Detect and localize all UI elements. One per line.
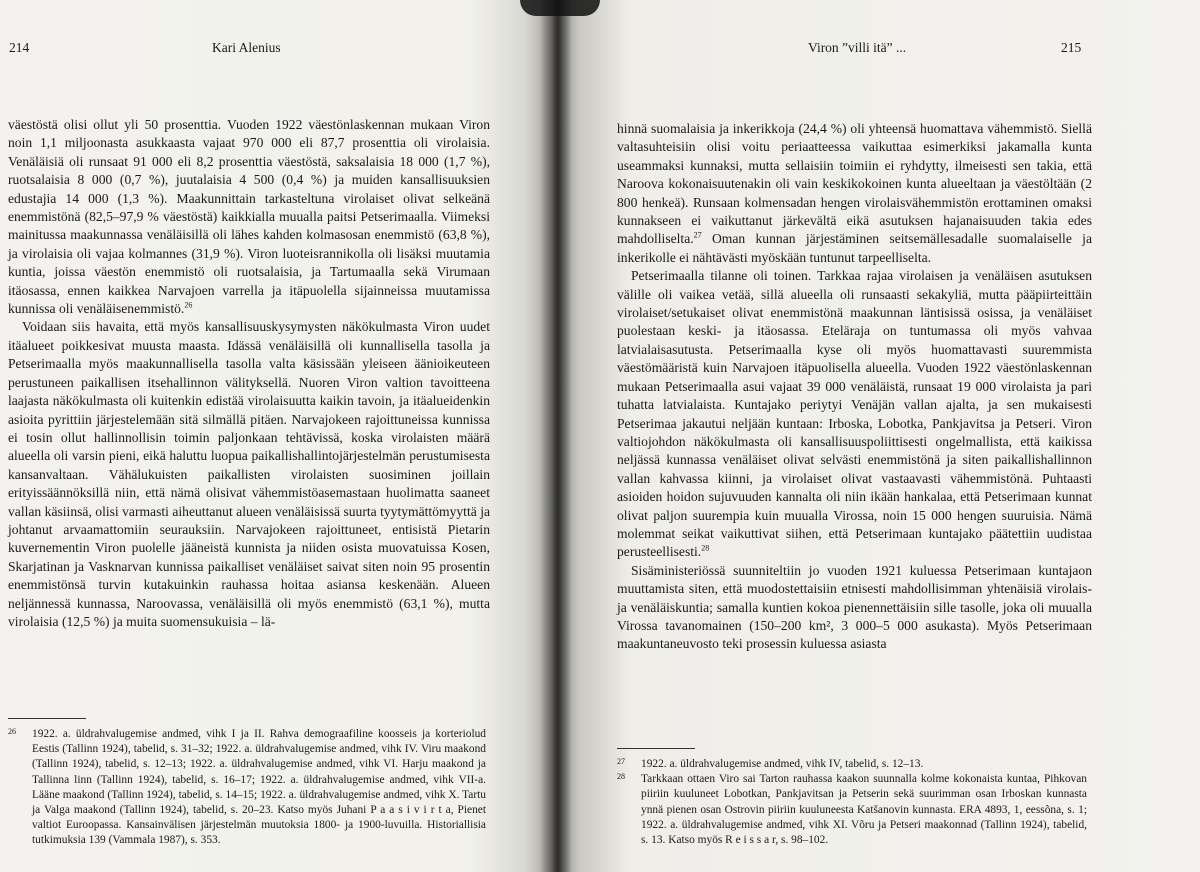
right-page xyxy=(553,0,1200,872)
footnote-rule xyxy=(617,748,695,749)
footnote-mark: 28 xyxy=(617,772,625,782)
paragraph-text: hinnä suomalaisia ja inkerikkoja (24,4 %) oli yhteensä huomattava vähemmistö. Siellä valtasuhteisiin olisi voitu periaatteessa vaikuttaa esimerkiksi jakamalla kunta useammaksi kunnaksi, mutta sellaisiin toimiin ei ryhdytty, ilmeisesti sen takia, että Naroova kokonaisuutenakin oli vain keskikokoinen kunta alueeltaan ja väestöltään (2 800 henkeä). Runsaan kolmensadan hengen virolaisvähemmistön erottaminen omaksi kunnakseen ei vaikuttanut järkevältä eikä asutuksen hajanaisuuden takia edes mahdolliselta. xyxy=(617,121,1092,247)
paragraph xyxy=(617,267,1092,562)
left-page xyxy=(0,0,553,872)
footnote-mark: 27 xyxy=(617,757,625,766)
footnote-ref[interactable]: 26 xyxy=(184,300,193,310)
paragraph xyxy=(8,116,490,318)
footnotes xyxy=(8,727,486,849)
paragraph-text: Petserimaalla tilanne oli toinen. Tarkkaa rajaa virolaisen ja venäläisen asutuksen välille oli vaikea vetää, sillä alueella oli runsaasti sekakyliä, mutta pääpiirteittäin virolaiset/setukaiset olivat enemmistönä maakunnan läntisissä osissa, ja venäläiset puolestaan keski- ja itäosassa. Eteläraja on tuntumassa oli myös vahvaa latvialaisasutusta. Petserimaalla kyse oli myös huomattavasti suuremmista väestömääristä kuin Narvajoen itäpuolisella alueella. Vuoden 1922 väestönlaskennan mukaan Petserimaalla asui vajaat 39 000 venäläistä, runsaat 19 000 virolaista ja pari tuhatta latvialaista. Kuntajako periytyi Venäjän vallan ajalta, ja sen mukaisesti Petserimaa jakautui neljään kuntaan: Irboska, Lobotka, Pankjavitsa ja Petseri. Viron valtiojohdon näkökulmasta oli kansallisuuspoliittisesti ongelmallista, että kaikissa neljässä kunnassa venäläiset olivat selvästi enemmistönä ja siten paikallishallinnon vallan kahvassa kiinni, ja virolaiset olivat vastaavasti vähemmistönä. Puhtaasti asioiden hoidon sujuvuuden kannalta oli niin ikään hankalaa, että Petserimaan kunnat olivat paljon suurempia kuin muualla Virossa, noin 15 000 hengen suuruisia. Nämä molemmat seikat vaikuttivat siihen, että Petserimaan kuntajako päätettiin uudistaa perusteellisesti. xyxy=(617,268,1092,560)
footnote-text: Tarkkaan ottaen Viro sai Tarton rauhassa kaakon suunnalla kolme kokonaista kuntaa, Pihkovan piiriin kuuluneet Lobotkan, Pankjavitsan ja Petserin sekä suurimman osan Irboskan kunnasta ynnä pienen osan Ostrovin piiriin kuuluneesta Katšanovin kunnasta. ERA 4893, 1, eessõna, s. 1; 1922. a. üldrahvalugemise andmed, vihk XI. Võru ja Petseri maakonnad (Tallinn 1924), tabelid, s. 13. Katso myös R e i s s a r, s. 98–102. xyxy=(641,773,1087,847)
body-text xyxy=(8,116,490,631)
footnote-text: 1922. a. üldrahvalugemise andmed, vihk I ja II. Rahva demograafiline koosseis ja korteriolud Eestis (Tallinn 1924), tabelid, s. 31–32; 1922. a. üldrahvalugemise andmed, vihk IV. Viru maakond (Tallinn 1924), tabelid, s. 12–13; 1922. a. üldrahvalugemise andmed, vihk VI. Harju maakond ja Tallinna linn (Tallinn 1924), tabelid, s. 16–17; 1922. a. üldrahvalugemise andmed, vihk VII-a. Lääne maakond (Tallinn 1924), tabelid, s. 14–15; 1922. a. üldrahvalugemise andmed, vihk X. Tartu ja Valga maakond (Tallinn 1924), tabelid, s. 20–23. Katso myös Juhani P a a s i v i r t a, Pienet valtiot Euroopassa. Kansainvälisen järjestelmän muutoksia 1800- ja 1900-luvuilla. Historiallisia tutkimuksia 139 (Vammala 1987), s. 353. xyxy=(32,728,486,847)
running-head: Viron ”villi itä” ... xyxy=(808,40,907,55)
footnote-ref[interactable]: 28 xyxy=(701,543,710,553)
paragraph: Voidaan siis havaita, että myös kansallisuuskysymysten näkökulmasta Viron uudet itäalueet poikkesivat muusta maasta. Idässä venäläisillä oli kunnallisella tasolla ja Petserimaalla myös maakunnallisella tasolla valta käsissään yleiseen äänioikeuteen perustuneen paikallisen itsehallinnon välityksellä. Nuoren Viron valtion tavoitteena laajasta näkökulmasta oli kuitenkin edistää virolaisuutta kaikin tavoin, ja itäalueidenkin asioita pyrittiin järjestelemään sitä silmällä pitäen. Narvajokeen rajoittuneissa kunnissa ei tosin ollut hallinnollisin toimin paljonkaan tehtävissä, koska virolaisten määrä alueella oli varsin pieni, eikä haluttu luopua paikallishallintojärjestelmän perustumisesta kansanvaltaan. Vähälukuisten paikallisten virolaisten suosiminen joillain erityissäännöksillä niin, että nämä olisivat vähemmistöasemastaan huolimatta saaneet vallan käsiinsä, olisi varmasti aiheuttanut alueen venäläisissä suurta tyytymättömyyttä ja johtanut arvaamattomiin seurauksiin. Narvajokeen rajoittuneet, entisistä Pietarin kuvernementin Viron puolelle jääneistä kunnista ja niiden osista muovatuissa Kosen, Skarjatinan ja Vasknarvan kunnissa paikalliset venäläiset saivat siten noin 95 prosentin enemmistönsä turvin kutakuinkin rauhassa hoitaa asiansa keskenään. Alueen neljännessä kunnassa, Naroovassa, venäläisillä oli myös enemmistö (63,1 %), mutta virolaisia (12,5 %) ja muita suomensukuisia – lä- xyxy=(8,319,490,629)
paragraph xyxy=(617,562,1092,654)
footnotes xyxy=(617,757,1087,848)
spine-shadow xyxy=(520,0,600,16)
page-number: 214 xyxy=(9,40,30,55)
paragraph-text: väestöstä olisi ollut yli 50 prosenttia. Vuoden 1922 väestönlaskennan mukaan Viron noin 1,1 miljoonasta asukkaasta vajaat 970 000 eli 87,7 prosenttia oli virolaisia. Venäläisiä oli runsaat 91 000 eli 8,2 prosenttia väestöstä, saksalaisia 18 000 (1,7 %), ruotsalaisia 8 000 (0,7 %), juutalaisia 4 500 (0,4 %) ja muiden kansallisuuksien edustajia 14 000 (1,3 %). Maakunnittain tarkasteltuna virolaiset olivat selkeänä enemmistönä (82,5–97,9 % väestöstä) kaikkialla muualla paitsi Petserimaalla. Viimeksi mainitussa maakunnassa venäläisillä oli lähes kahden kolmasosan enemmistö (63,8 %), ja virolaisia oli vajaa kolmannes (31,9 %). Viron luoteisrannikolla oli lisäksi muutamia kuntia, joissa väestön enemmistö oli ruotsalaisia, ja Tartumaalla sekä Virumaan itäosassa, ennen kaikkea Narvajoen varrella ja itäpuolella sijainneissa muutamissa kunnissa oli venäläisenemmistö. xyxy=(8,117,490,317)
footnote xyxy=(617,772,1087,848)
footnote-rule xyxy=(8,718,86,719)
footnote-ref[interactable]: 27 xyxy=(693,230,702,240)
footnote-mark: 26 xyxy=(8,727,16,736)
footnote-text: 1922. a. üldrahvalugemise andmed, vihk IV, tabelid, s. 12–13. xyxy=(641,758,924,770)
footnote xyxy=(8,727,486,849)
running-head: Kari Alenius xyxy=(212,40,281,55)
paragraph xyxy=(617,120,1092,267)
paragraph-text: Sisäministeriössä suunniteltiin jo vuoden 1921 kuluessa Petserimaan kuntajaon muuttamista siten, että muodostettaisiin etnisesti mahdollisimman yhtenäisiä virolais- ja venäläiskuntia; samalla kuntien kokoa pienennettäisiin sille tasolle, joka oli muualla Virossa tavanomainen (150–200 km², 3 000–5 000 asukasta). Myös Petserimaan maakuntaneuvosto teki prosessin kuluessa asiasta xyxy=(617,562,1092,652)
paragraph-text: Oman kunnan järjestäminen seitsemällesadalle suomalaiselle ja inkerikolle ei nähtävästi myöskään tuntunut tarpeelliselta. xyxy=(617,231,1092,265)
footnote xyxy=(617,757,1087,772)
page-number: 215 xyxy=(1061,40,1082,55)
body-text xyxy=(617,120,1092,654)
